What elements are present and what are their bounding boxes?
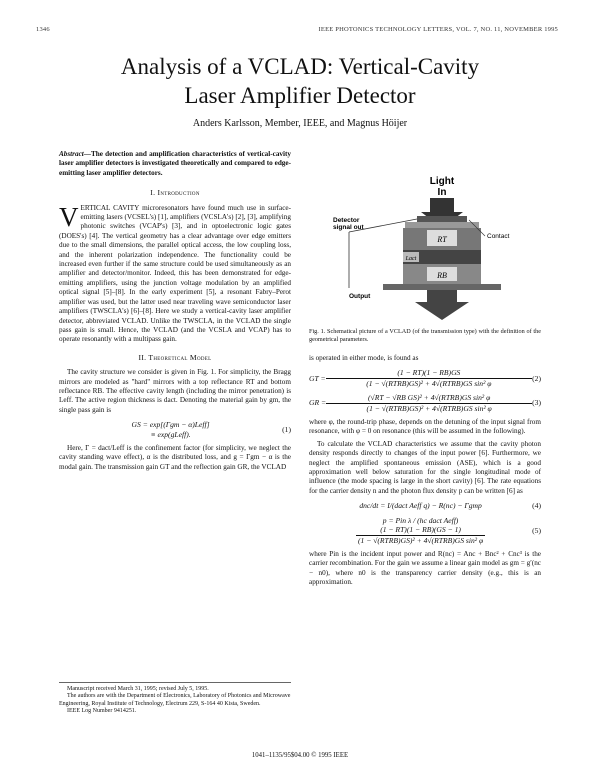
equation-2-numerator: (1 − RT)(1 − RB)GS: [326, 368, 533, 378]
light-in-label-1: Light: [429, 176, 455, 187]
footnote-received: Manuscript received March 31, 1995; revised July 5, 1995.: [67, 686, 209, 692]
vclad-schematic: [309, 172, 541, 322]
authors: Anders Karlsson, Member, IEEE, and Magnus Höijer: [192, 118, 408, 129]
equation-5-numerator: (1 − RT)(1 − RB)(GS − 1): [356, 525, 485, 535]
equation-3-fraction: [326, 393, 532, 413]
output-label: Output: [349, 293, 371, 300]
equation-3-numerator: (√RT − √RB GS)² + 4√(RTRB)GS sin² φ: [326, 393, 532, 403]
dropcap: V: [59, 201, 79, 232]
equation-1-number: (1): [282, 424, 291, 434]
right-paragraph-1: is operated in either mode, is found as: [309, 354, 419, 362]
footnote: [59, 682, 291, 716]
detector-label-2: signal out: [333, 224, 364, 231]
page-number: 1346: [36, 26, 50, 33]
section-heading-theoretical-model: II. Theoretical Model: [138, 352, 212, 362]
model-paragraph-1: The cavity structure we consider is given in Fig. 1. For simplicity, the Bragg mirrors are modeled as "hard" mirrors with a top reflectance RT and bottom reflectance RB. The effective cavity length (including the mirror penetration) is Leff. The active region thickness is dact. Denoting the material gain by gm, the single pass gain is: [59, 368, 291, 414]
equation-5-denominator: (1 − √(RTRB)GS)² + 4√(RTRB)GS sin² φ: [357, 535, 484, 545]
title-line-1: Analysis of a VCLAD: Vertical-Cavity: [120, 54, 480, 79]
abstract: [59, 150, 291, 178]
copyright-line: 1041–1135/95$04.00 © 1995 IEEE: [251, 752, 349, 759]
footnote-log-number: IEEE Log Number 9414251.: [67, 708, 137, 715]
light-in-label-2: In: [437, 187, 447, 198]
output-arrow-icon: [415, 290, 469, 320]
equation-5: [309, 516, 541, 545]
abstract-text: The detection and amplification characteristics of vertical-cavity laser amplifier detectors is investigated theoretically and compared to edge-emitting laser amplifier detectors.: [59, 150, 291, 177]
top-contact: [417, 216, 467, 222]
equation-1-line-2: ≡ exp(gLeff).: [150, 429, 191, 439]
equation-2: [309, 368, 541, 388]
intro-paragraph: VERTICAL CAVITY microresonators have found much use in surface-emitting lasers (VCSEL's) [1], amplifiers (VCSLA's) [2], [3], amplifying photonic switches (VCAP's) [3], and in optoelectronic logic gates (DOES's) [4]. The vertical geometry has a clear advantage over edge emitters due to the small dimensions, the parallel optical access, the low coupling loss, and the inherent polarization independence. The functionality could be increased even further if the same structure could be used simultaneously as an amplifier and detector/monitor. Indeed, this has been demonstrated for edge-emitting amplifiers, using the junction voltage modulation by an amplified optical signal [5]–[8]. In the early experiment [5], a resonant Fabry–Perot amplifier was used, but the latter used near traveling wave semiconductor laser amplifiers (TWSCLA's) [6]–[8]. Here we study a vertical-cavity laser amplifier detector, abbreviated VCLAD. Unlike the TWSCLA, in the VCLAD the single pass gain is small. Hence, the VCLAD (and the VCSLA and VCAP) has to operate resonantly with a multipass gain.: [59, 201, 291, 344]
equation-1-line-1: GS = exp[(Γgm − α)Leff]: [131, 420, 210, 430]
equation-2-denominator: (1 − √(RTRB)GS)² + 4√(RTRB)GS sin² φ: [366, 378, 492, 388]
equation-1: [59, 420, 291, 439]
equation-4: [309, 501, 541, 510]
detector-label-1: Detector: [333, 217, 360, 224]
footnote-affiliation: The authors are with the Department of Electronics, Laboratory of Photonics and Microwave Engineering, Royal Institute of Technology, Electrum 229, S-164 40 Kista, Sweden.: [59, 693, 291, 707]
section-heading-introduction: I. Introduction: [150, 188, 200, 198]
paper-title: [0, 52, 600, 110]
rb-label: RB: [437, 271, 447, 280]
equation-5-number: (5): [532, 525, 541, 535]
equation-5-line-1: p = Pin λ / (hc dact Aeff): [382, 515, 459, 525]
equation-2-label: GT =: [309, 373, 326, 383]
lact-label: Lact: [405, 256, 417, 262]
abstract-label: Abstract—: [59, 150, 91, 158]
rt-label: RT: [437, 235, 447, 244]
equation-3-denominator: (1 − √(RTRB)GS)² + 4√(RTRB)GS sin² φ: [366, 403, 492, 413]
journal-header: IEEE PHOTONICS TECHNOLOGY LETTERS, VOL. 7, NO. 11, NOVEMBER 1995: [318, 26, 558, 33]
title-line-2: Laser Amplifier Detector: [184, 83, 416, 108]
left-column: [59, 150, 291, 475]
equation-3-label: GR =: [309, 398, 327, 408]
equation-3: [309, 393, 541, 413]
right-paragraph-4: where Pin is the incident input power and R(nc) = Anc + Bnc² + Cnc³ is the carrier recombination. For the gain we assume a linear gain model as gm = g′(nc − n0), where n0 is the transparency carrier density (e.g., this is an approximation.: [309, 549, 541, 587]
equation-4-line: dnc/dt = I/(dact Aeff q) − R(nc) − Γgmp: [359, 501, 482, 511]
contact-label: Contact: [487, 233, 510, 240]
equation-2-number: (2): [532, 373, 541, 383]
figure-1: [309, 172, 541, 322]
right-paragraph-2: where φ, the round-trip phase, depends on the detuning of the input signal from resonance, with φ = 0 on resonance (this will be assumed in the following).: [309, 418, 541, 436]
equation-3-number: (3): [532, 398, 541, 408]
top-layer: [405, 222, 479, 228]
right-paragraph-3: To calculate the VCLAD characteristics we assume that the cavity photon density responds directly to changes of the input power [6]. Furthermore, we neglect the amplified spontaneous emission (ASE), which is a good approximation well below saturation for the single longitudinal mode of influence (the mode spacing is large in the short cavity) [6]. The rate equations for the carrier density n and the photon flux density p can be written [6] as: [309, 439, 541, 495]
substrate: [383, 284, 501, 290]
figure-1-caption: Fig. 1. Schematical picture of a VCLAD (of the transmission type) with the definition of the geometrical parameters.: [309, 328, 541, 343]
equation-4-number: (4): [532, 501, 541, 511]
right-column: [309, 354, 541, 591]
equation-2-fraction: [326, 368, 533, 388]
model-paragraph-2: Here, Γ = dact/Leff is the confinement factor (for simplicity, we neglect the cavity standing wave effect), α is the distributed loss, and g = Γgm − α is the modal gain. The transmission gain GT and the reflection gain GR, the VCLAD: [59, 443, 291, 471]
